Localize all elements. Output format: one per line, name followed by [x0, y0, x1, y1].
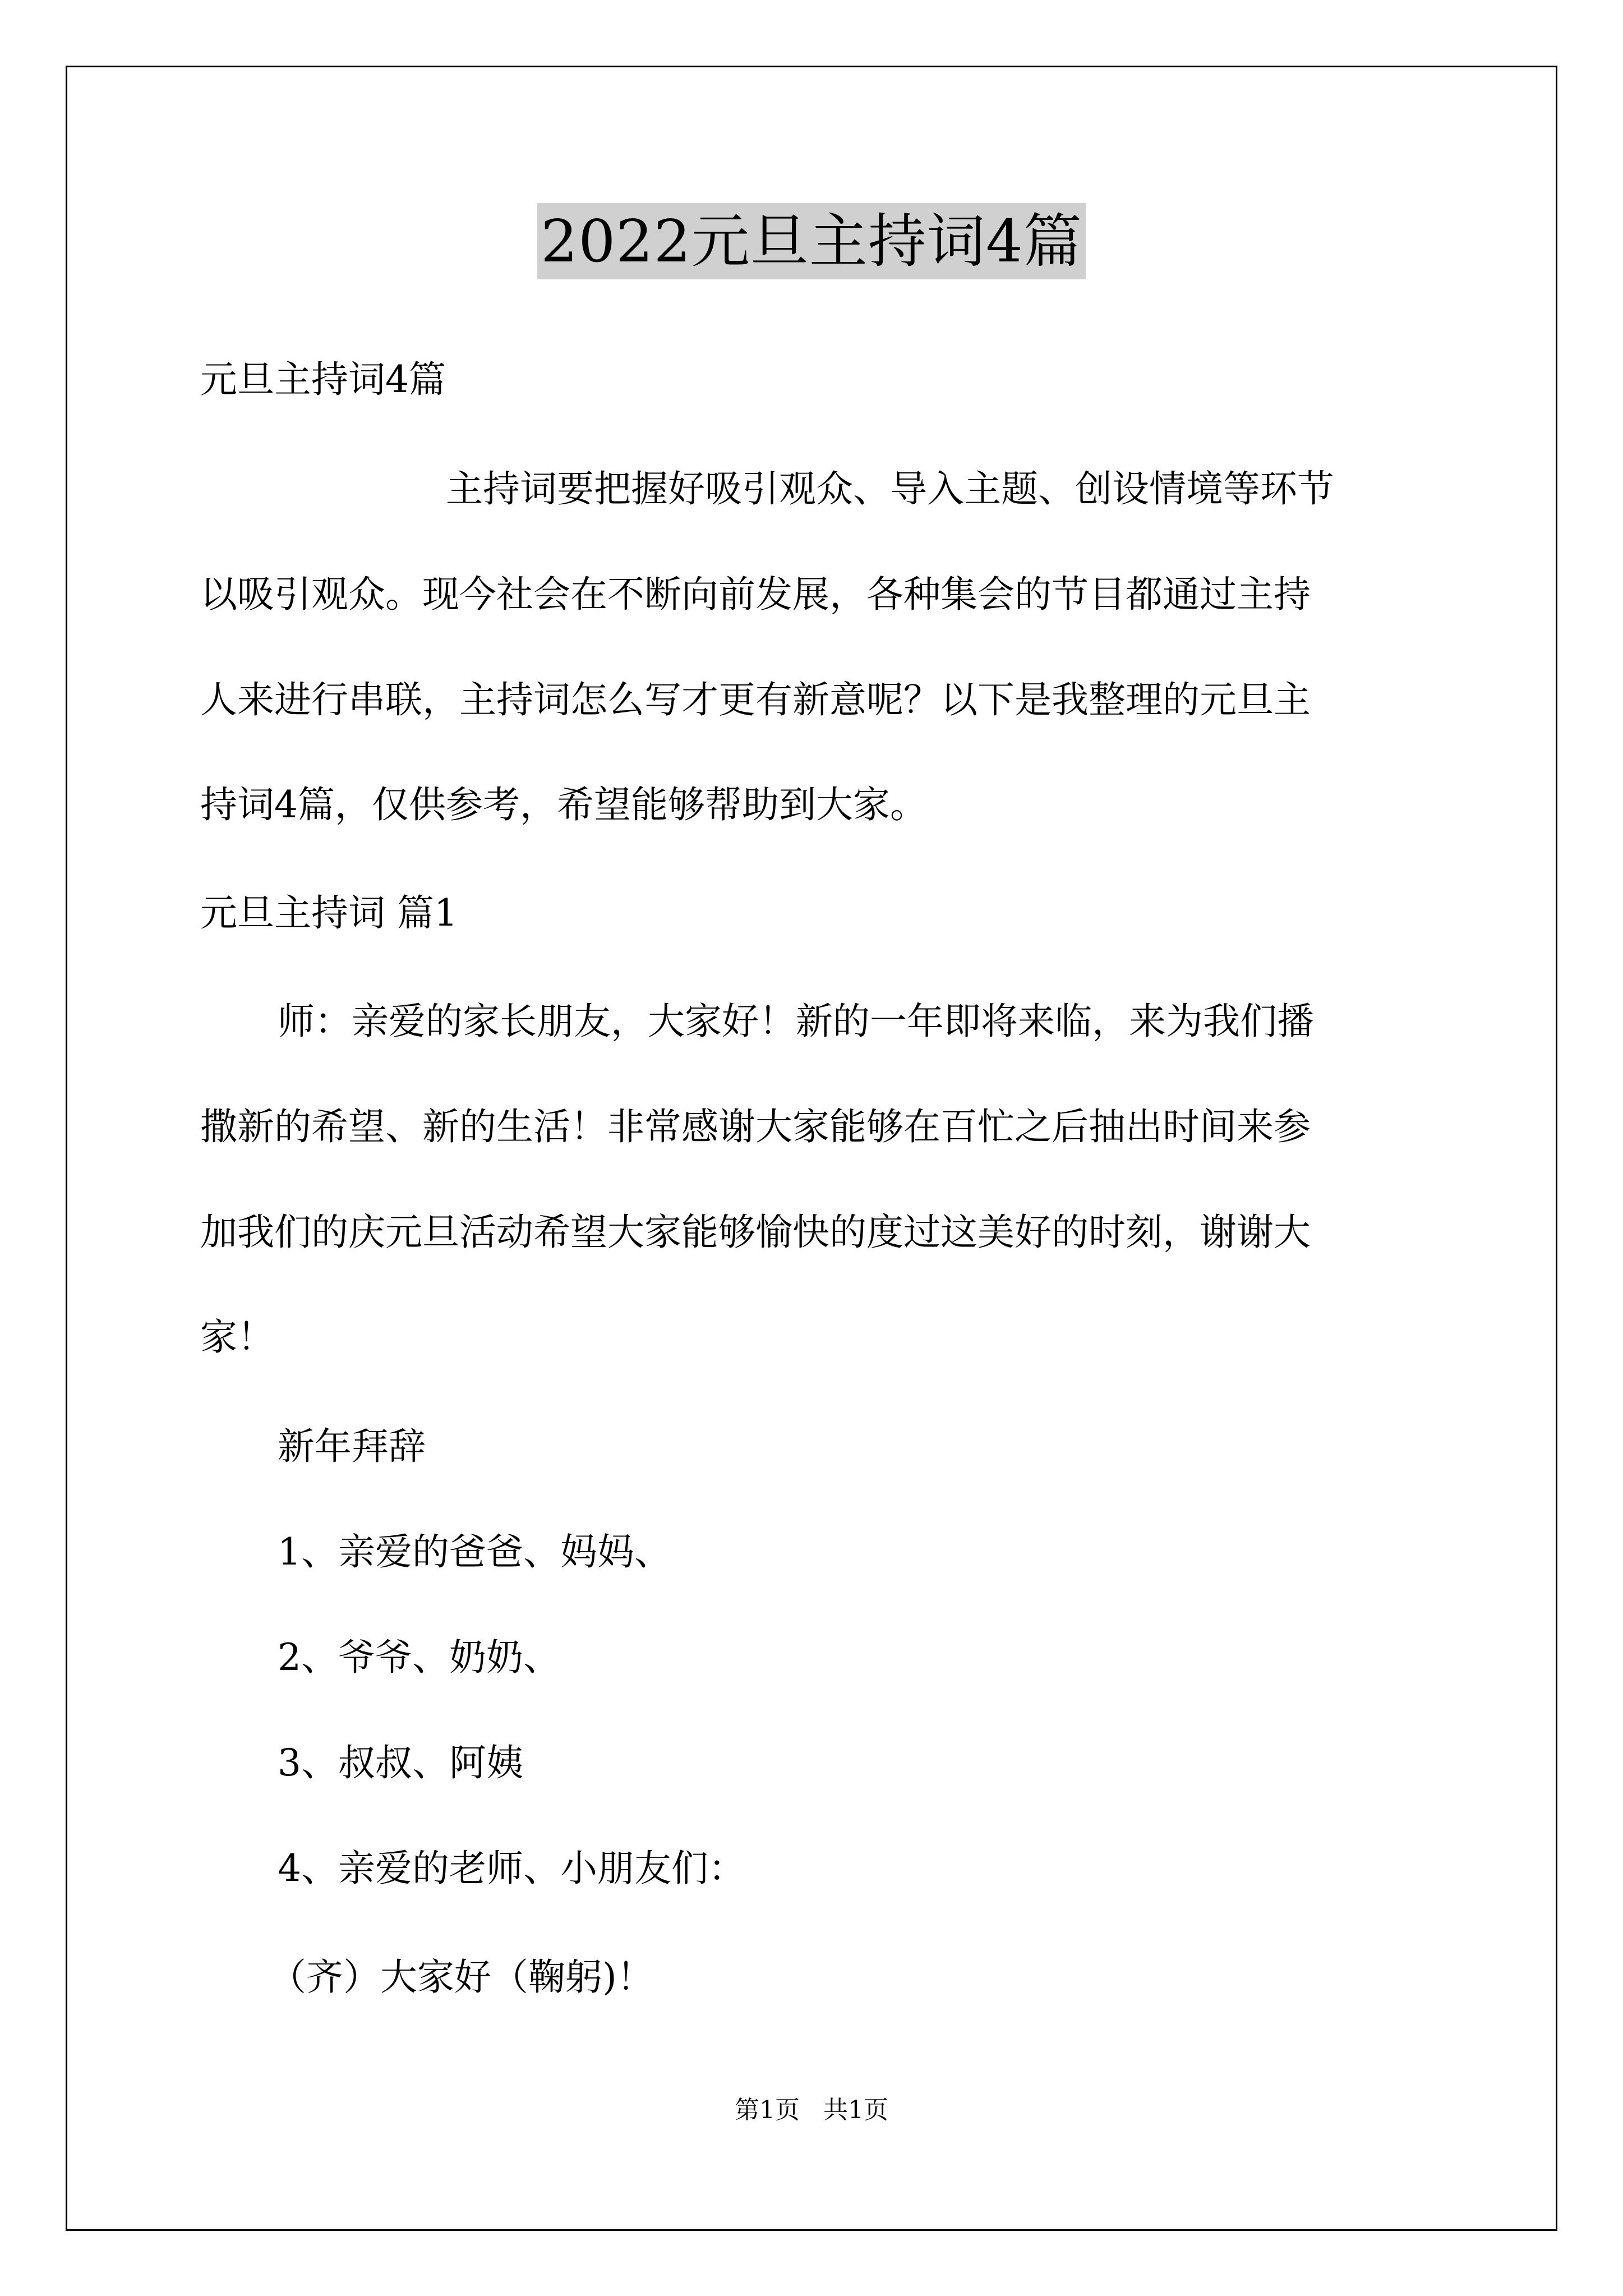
intro-line-1: 主持词要把握好吸引观众、导入主题、创设情境等环节: [446, 467, 1334, 510]
paragraph-line-4: 家！: [200, 1315, 274, 1359]
page-footer: 第1页 共1页: [735, 2096, 888, 2124]
intro-line-3: 人来进行串联，主持词怎么写才更有新意呢？以下是我整理的元旦主: [200, 678, 1311, 721]
paragraph-line-2: 撒新的希望、新的生活！非常感谢大家能够在百忙之后抽出时间来参: [200, 1105, 1311, 1148]
intro-line-4: 持词4篇，仅供参考，希望能够帮助到大家。: [200, 783, 927, 826]
greeting-item-2: 2、爷爷、奶奶、: [278, 1636, 560, 1679]
section-heading-1: 元旦主持词 篇1: [200, 891, 458, 935]
paragraph-line-1: 师：亲爱的家长朋友，大家好！新的一年即将来临，来为我们播: [278, 1000, 1314, 1043]
greeting-heading: 新年拜辞: [278, 1425, 426, 1468]
doc-subtitle: 元旦主持词4篇: [200, 358, 446, 401]
greeting-item-3: 3、叔叔、阿姨: [278, 1741, 523, 1784]
greeting-closing: （齐）大家好（鞠躬)！: [269, 1955, 654, 1999]
document-title: 2022元旦主持词4篇: [537, 203, 1086, 279]
intro-line-2: 以吸引观众。现今社会在不断向前发展，各种集会的节目都通过主持: [200, 573, 1311, 616]
greeting-item-1: 1、亲爱的爸爸、妈妈、: [278, 1530, 671, 1573]
title-container: [0, 203, 1623, 279]
paragraph-line-3: 加我们的庆元旦活动希望大家能够愉快的度过这美好的时刻，谢谢大: [200, 1211, 1311, 1254]
greeting-item-4: 4、亲爱的老师、小朋友们：: [278, 1847, 745, 1890]
